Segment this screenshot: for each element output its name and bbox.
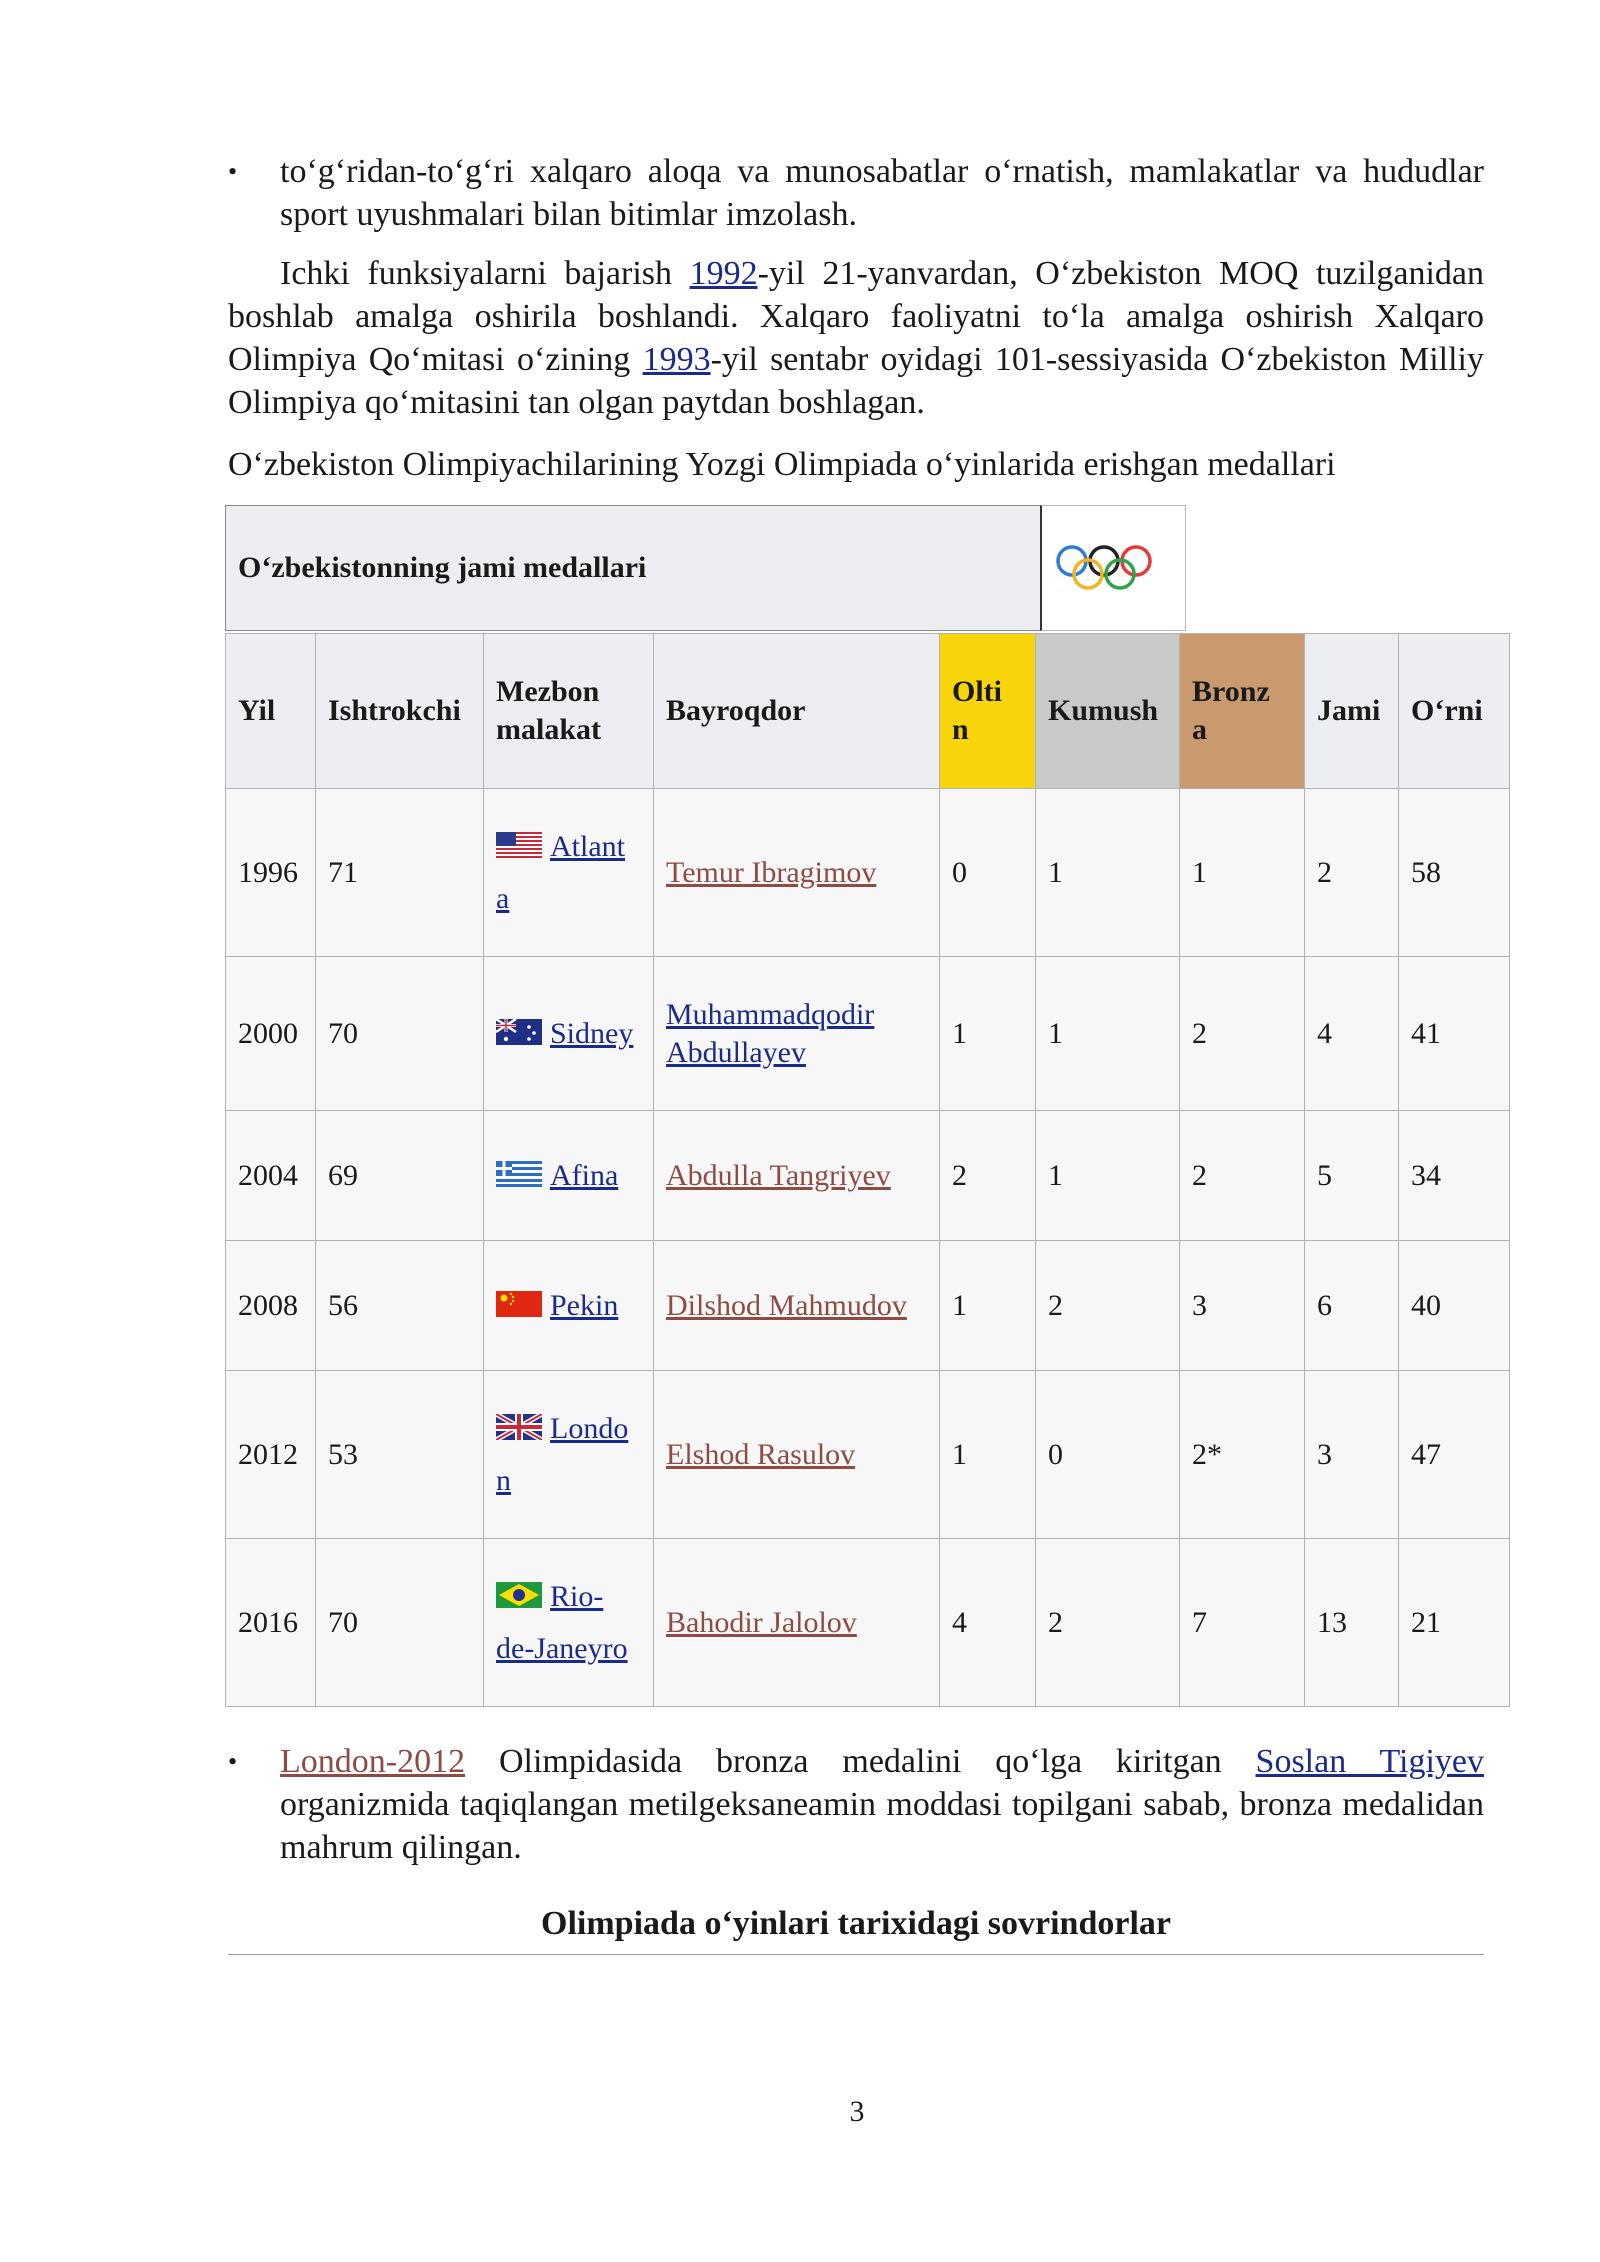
flagbearer-name-2: Abdullayev	[666, 1035, 806, 1069]
link-london-2012[interactable]: London-2012	[280, 1743, 466, 1780]
greece-flag-icon	[496, 1161, 542, 1187]
bullet-2-text	[280, 1740, 1484, 1869]
brazil-flag-icon	[496, 1582, 542, 1608]
section-heading: Olimpiada o‘yinlari tarixidagi sovrindorlar	[541, 1905, 1171, 1942]
cell-rank: 41	[1399, 957, 1510, 1111]
cell-rank: 47	[1399, 1371, 1510, 1539]
host-link-athens[interactable]: Afina	[550, 1158, 619, 1192]
cell-silver: 2	[1036, 1241, 1180, 1371]
cell-flagbearer	[654, 789, 940, 957]
cell-gold: 1	[940, 957, 1036, 1111]
australia-flag-icon	[496, 1019, 542, 1045]
cell-flagbearer	[654, 957, 940, 1111]
cell-silver: 1	[1036, 957, 1180, 1111]
cell-total: 5	[1305, 1111, 1399, 1241]
heading-divider	[228, 1954, 1484, 1955]
cell-host	[484, 1371, 654, 1539]
cell-total: 6	[1305, 1241, 1399, 1371]
para-1-text-c: -yil sentabr oyidagi 101-sessiyasida O‘zbekiston Milliy Olimpiya qo‘mitasini tan olgan paytdan boshlagan.	[228, 341, 1484, 421]
cell-athletes: 71	[316, 789, 484, 957]
table-caption: O‘zbekistonning jami medallari	[238, 551, 647, 584]
flagbearer-link[interactable]: Temur Ibragimov	[666, 855, 877, 889]
cell-athletes: 70	[316, 1539, 484, 1707]
cell-host	[484, 1241, 654, 1371]
cell-total: 13	[1305, 1539, 1399, 1707]
table-row	[226, 957, 1510, 1111]
cell-bronze: 7	[1180, 1539, 1305, 1707]
cell-year: 2016	[226, 1539, 316, 1707]
host-name-1: Rio-	[550, 1579, 604, 1613]
table-intro-text: O‘zbekiston Olimpiyachilarining Yozgi Olimpiada o‘yinlarida erishgan medallari	[228, 446, 1336, 483]
paragraph-1	[228, 252, 1484, 424]
col-header-rank: O‘rni	[1399, 634, 1510, 789]
flagbearer-link[interactable]: Elshod Rasulov	[666, 1437, 856, 1471]
olympic-rings-icon	[1042, 506, 1188, 632]
host-name-1: Londo	[550, 1411, 629, 1445]
flagbearer-link[interactable]: Abdulla Tangriyev	[666, 1158, 891, 1192]
usa-flag-icon	[496, 832, 542, 858]
cell-rank: 40	[1399, 1241, 1510, 1371]
col-header-gold	[940, 634, 1036, 789]
host-header-2: malakat	[496, 713, 601, 746]
uk-flag-icon	[496, 1414, 542, 1440]
cell-host	[484, 957, 654, 1111]
cell-athletes: 70	[316, 957, 484, 1111]
cell-bronze: 2	[1180, 1111, 1305, 1241]
cell-silver: 1	[1036, 1111, 1180, 1241]
table-header-row	[226, 634, 1510, 789]
cell-flagbearer	[654, 1111, 940, 1241]
cell-gold: 1	[940, 1241, 1036, 1371]
bullet-dot: •	[228, 1747, 238, 1776]
cell-athletes: 69	[316, 1111, 484, 1241]
cell-year: 1996	[226, 789, 316, 957]
host-header-1: Mezbon	[496, 675, 600, 708]
cell-silver: 0	[1036, 1371, 1180, 1539]
host-link-sydney[interactable]: Sidney	[550, 1016, 634, 1050]
cell-rank: 34	[1399, 1111, 1510, 1241]
cell-rank: 21	[1399, 1539, 1510, 1707]
cell-bronze: 3	[1180, 1241, 1305, 1371]
bullet-2-text-a: Olimpidasida bronza medalini qo‘lga kiritgan	[465, 1743, 1256, 1780]
col-header-bronze	[1180, 634, 1305, 789]
cell-flagbearer	[654, 1539, 940, 1707]
cell-athletes: 56	[316, 1241, 484, 1371]
col-header-flagbearer: Bayroqdor	[654, 634, 940, 789]
cell-silver: 2	[1036, 1539, 1180, 1707]
bronze-header-1: Bronz	[1192, 675, 1270, 708]
flagbearer-link[interactable]	[666, 998, 874, 1069]
para-1-text-a: Ichki funksiyalarni bajarish	[280, 255, 690, 292]
cell-year: 2000	[226, 957, 316, 1111]
cell-total: 3	[1305, 1371, 1399, 1539]
cell-gold: 0	[940, 789, 1036, 957]
cell-silver: 1	[1036, 789, 1180, 957]
cell-host	[484, 1111, 654, 1241]
col-header-year: Yil	[226, 634, 316, 789]
link-1993[interactable]: 1993	[642, 341, 711, 378]
table-row	[226, 1241, 1510, 1371]
link-soslan-tigiyev[interactable]: Soslan Tigiyev	[1255, 1743, 1485, 1780]
table-row	[226, 1111, 1510, 1241]
bullet-1-line-1: to‘g‘ridan-to‘g‘ri xalqaro aloqa va munosabatlar o‘rnatish, mamlakatlar va	[280, 153, 1348, 190]
col-header-host	[484, 634, 654, 789]
bullet-1-line-2: hududlar sport uyushmalari bilan bitimlar imzolash.	[280, 153, 1484, 233]
host-name-2: a	[496, 881, 510, 915]
bullet-2-text-b: organizmida taqiqlangan metilgeksaneamin moddasi topilgani sabab, bronza medalidan mahrum qilingan.	[280, 1786, 1484, 1866]
bronze-header-2: a	[1192, 713, 1207, 746]
host-name-1: Atlant	[550, 829, 625, 863]
flagbearer-link[interactable]: Bahodir Jalolov	[666, 1605, 857, 1639]
table-row	[226, 789, 1510, 957]
host-name-2: n	[496, 1463, 511, 1497]
page-number: 3	[849, 2095, 865, 2128]
cell-host	[484, 789, 654, 957]
table-row	[226, 1539, 1510, 1707]
bullet-1-text	[280, 150, 1484, 236]
cell-gold: 4	[940, 1539, 1036, 1707]
cell-year: 2004	[226, 1111, 316, 1241]
link-1992[interactable]: 1992	[689, 255, 758, 292]
cell-bronze: 2	[1180, 957, 1305, 1111]
cell-year: 2012	[226, 1371, 316, 1539]
medals-table	[225, 633, 1510, 1707]
table-caption-bar	[225, 505, 1041, 631]
china-flag-icon	[496, 1291, 542, 1317]
cell-athletes: 53	[316, 1371, 484, 1539]
cell-gold: 2	[940, 1111, 1036, 1241]
para-1-text-b: -yil 21-yanvardan, O‘zbekiston MOQ tuzilganidan boshlab amalga oshirila boshlandi. Xalqaro faoliyatni to‘la amalga oshirish Xalqaro Olimpiya Qo‘mitasi o‘zining	[228, 255, 1484, 378]
cell-gold: 1	[940, 1371, 1036, 1539]
host-name-2: de-Janeyro	[496, 1631, 628, 1665]
bullet-dot: •	[228, 157, 238, 186]
cell-rank: 58	[1399, 789, 1510, 957]
col-header-total: Jami	[1305, 634, 1399, 789]
olympic-rings-logo	[1040, 505, 1186, 631]
col-header-silver: Kumush	[1036, 634, 1180, 789]
cell-bronze: 2*	[1180, 1371, 1305, 1539]
cell-total: 2	[1305, 789, 1399, 957]
cell-flagbearer	[654, 1371, 940, 1539]
flagbearer-link[interactable]: Dilshod Mahmudov	[666, 1288, 907, 1322]
cell-host	[484, 1539, 654, 1707]
flagbearer-name-1: Muhammadqodir	[666, 997, 875, 1031]
cell-year: 2008	[226, 1241, 316, 1371]
col-header-athletes: Ishtrokchi	[316, 634, 484, 789]
cell-total: 4	[1305, 957, 1399, 1111]
gold-header-1: Olti	[952, 675, 1002, 708]
host-link-beijing[interactable]: Pekin	[550, 1288, 619, 1322]
cell-bronze: 1	[1180, 789, 1305, 957]
table-row	[226, 1371, 1510, 1539]
gold-header-2: n	[952, 713, 969, 746]
cell-flagbearer	[654, 1241, 940, 1371]
